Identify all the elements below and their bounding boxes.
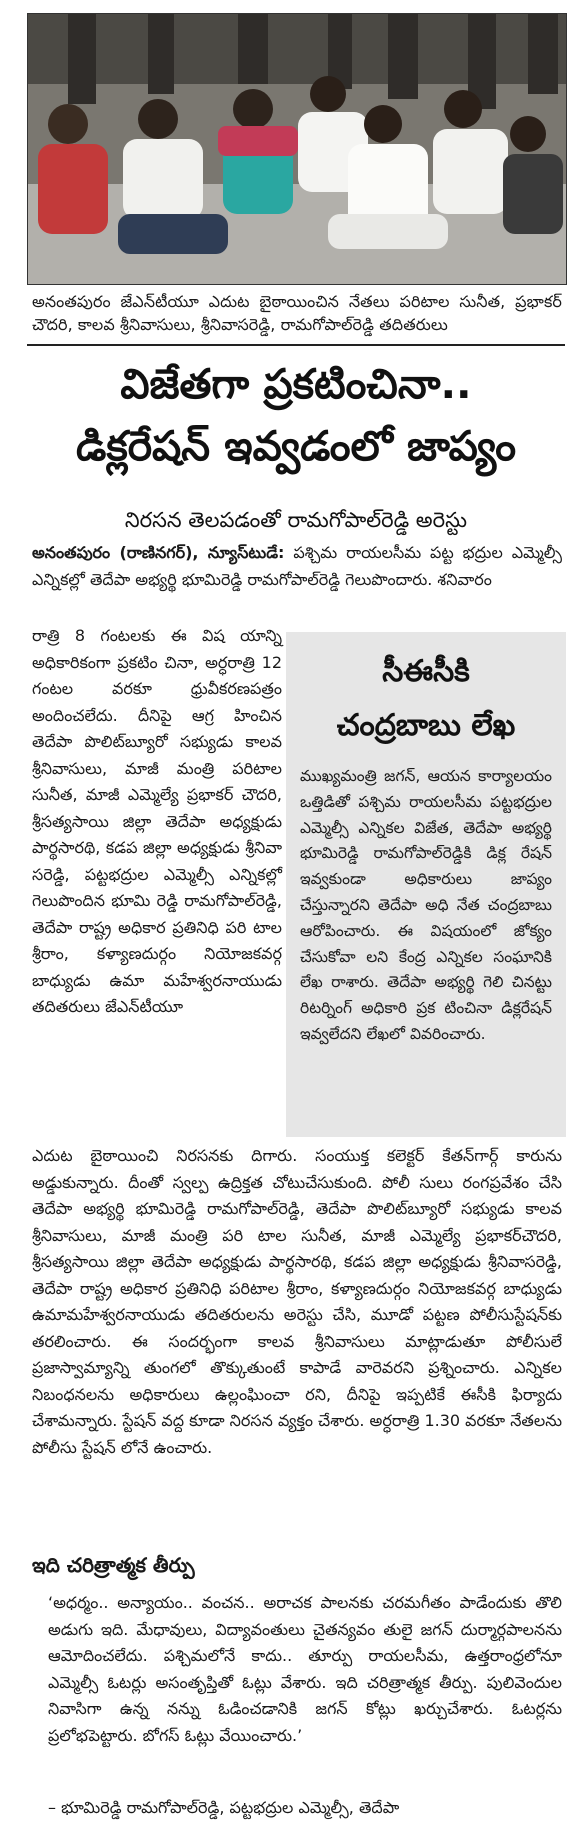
headline-line-1: విజేతగా ప్రకటించినా.. xyxy=(120,360,472,408)
quote-body: ‘అధర్మం.. అన్యాయం.. వంచన.. అరాచక పాలనకు చరమగీతం పాడేందుకు తొలి అడుగు ఇది. మేధావులు, విద్యావంతులు చైతన్యవం తులై జగన్ దుర్మార్గపాలనను ఆమోదించలేదు. పశ్చిమలోనే కాదు.. తూర్పు రాయలసీమ, ఉత్తరాంధ్రలోనూ ఎమ్మెల్సీ ఓటర్లు అసంతృప్తితో ఓట్లు వేశారు. ఇది చరిత్రాత్మక తీర్పు. పులివెందుల నివాసిగా ఉన్న నన్ను ఓడించడానికి జగన్ కోట్లు ఖర్చుచేశారు. ఓటర్లను ప్రలోభపెట్టారు. బోగస్ ఓట్లు వేయించారు.’ xyxy=(48,1593,562,1745)
sidebar-title-line-1: సీఈసీకి xyxy=(382,654,470,689)
article-continuation: ఎదుట బైఠాయించి నిరసనకు దిగారు. సంయుక్త కలెక్టర్ కేతన్‌గార్గ్ కారును అడ్డుకున్నారు. దీంతో స్వల్ప ఉద్రిక్తత చోటుచేసుకుంది. పోలీ సులు రంగప్రవేశం చేసి తెదేపా అభ్యర్థి భూమిరెడ్డి రామగోపాల్‌రెడ్డి, తెదేపా పొలిట్‌బ్యూరో సభ్యుడు కాలవ శ్రీనివాసులు, మాజీ మంత్రి పరి టాల సునీత, మాజీ ఎమ్మెల్యే ప్రభాకర్‌చౌదరి, శ్రీసత్యసాయి జిల్లా తెదేపా అధ్యక్షుడు పార్థసారథి, కడప జిల్లా అధ్యక్షుడు శ్రీనివాసరెడ్డి, తెదేపా రాష్ట్ర అధికార ప్రతినిధి పరిటాల శ్రీరాం, కళ్యాణదుర్గం నియోజకవర్గ బాధ్యుడు ఉమామహేశ్వరనాయుడు తదితరులను అరెస్టు చేసి, మూడో పట్టణ పోలీసుస్టేషన్‌కు తరలించారు. ఈ సందర్భంగా కాలవ శ్రీనివాసులు మాట్లాడుతూ పోలీసులే ప్రజాస్వామ్యాన్ని తుంగలో తొక్కుతుంటే కాపాడే వారెవరని ప్రశ్నించారు. ఎన్నికల నిబంధనలను అధికారులు ఉల్లంఘించా రని, దీనిపై ఇప్పటికే ఈసీకి ఫిర్యాదు చేశామన్నారు. స్టేషన్ వద్ద కూడా నిరసన వ్యక్తం చేశారు. అర్ధరాత్రి 1.30 వరకూ నేతలను పోలీసు స్టేషన్ లోనే ఉంచారు. xyxy=(32,1146,562,1457)
sidebar-title-line-2: చంద్రబాబు లేఖ xyxy=(336,708,516,743)
section-divider xyxy=(27,344,565,346)
article-intro xyxy=(32,540,562,593)
article-column-left: రాత్రి 8 గంటలకు ఈ విష యాన్ని అధికారికంగా ప్రకటిం చినా, అర్ధరాత్రి 12 గంటల వరకూ ధ్రువీకరణపత్రం అందించలేదు. దీనిపై ఆగ్ర హించిన తెదేపా పొలిట్‌బ్యూరో సభ్యుడు కాలవ శ్రీనివాసులు, మాజీ మంత్రి పరిటాల సునీత, మాజీ ఎమ్మెల్యే ప్రభాకర్ చౌదరి, శ్రీసత్యసాయి జిల్లా తెదేపా అధ్యక్షుడు పార్థసారథి, కడప జిల్లా అధ్యక్షుడు శ్రీనివా సరెడ్డి, పట్టభద్రుల ఎమ్మెల్సీ ఎన్నికల్లో గెలుపొందిన భూమి రెడ్డి రామగోపాల్‌రెడ్డి, తెదేపా రాష్ట్ర అధికార ప్రతినిధి పరి టాల శ్రీరాం, కళ్యాణదుర్గం నియోజకవర్గ బాధ్యుడు ఉమా మహేశ్వరనాయుడు తదితరులు జేఎన్‌టీయూ xyxy=(32,626,282,1016)
photo-caption: అనంతపురం జేఎన్‌టీయూ ఎదుట బైఠాయించిన నేతలు పరిటాల సునీత, ప్రభాకర్ చౌదరి, కాలవ శ్రీనివాసులు, శ్రీనివాసరెడ్డి, రామగోపాల్‌రెడ్డి తదితరులు xyxy=(32,292,562,334)
subheadline: నిరసన తెలపడంతో రామగోపాల్‌రెడ్డి అరెస్టు xyxy=(124,508,468,532)
intro-text: పశ్చిమ రాయలసీమ పట్ట భద్రుల ఎమ్మెల్సీ ఎన్నికల్లో తెదేపా అభ్యర్థి భూమిరెడ్డి రామగోపాల్‌రెడ్డి గెలుపొందారు. శనివారం xyxy=(32,543,562,589)
sidebar-body: ముఖ్యమంత్రి జగన్, ఆయన కార్యాలయం ఒత్తిడితో పశ్చిమ రాయలసీమ పట్టభద్రుల ఎమ్మెల్సీ ఎన్నికల విజేత, తెదేపా అభ్యర్థి భూమిరెడ్డి రామగోపాల్‌రెడ్డికి డిక్ల రేషన్ ఇవ్వకుండా అధికారులు జాప్యం చేస్తున్నారని తెదేపా అధి నేత చంద్రబాబు ఆరోపించారు. ఈ విషయంలో జోక్యం చేసుకోవా లని కేంద్ర ఎన్నికల సంఘానికి లేఖ రాశారు. తెదేపా అభ్యర్థి గెలి చినట్టు రిటర్నింగ్ అధికారి ప్రక టించినా డిక్లరేషన్ ఇవ్వలేదని లేఖలో వివరించారు. xyxy=(300,767,552,1043)
sidebar-box xyxy=(286,632,566,1137)
dateline: అనంతపురం (రాణినగర్), న్యూస్‌టుడే: xyxy=(32,543,285,562)
headline-line-2: డిక్లరేషన్ ఇవ్వడంలో జాప్యం xyxy=(75,422,517,470)
quote-signature: – భూమిరెడ్డి రామగోపాల్‌రెడ్డి, పట్టభద్రుల ఎమ్మెల్సీ, తెదేపా xyxy=(48,1798,400,1817)
news-photo xyxy=(27,13,567,285)
quote-section-heading: ఇది చరిత్రాత్మక తీర్పు xyxy=(32,1553,195,1577)
protest-photo-illustration xyxy=(28,14,566,284)
